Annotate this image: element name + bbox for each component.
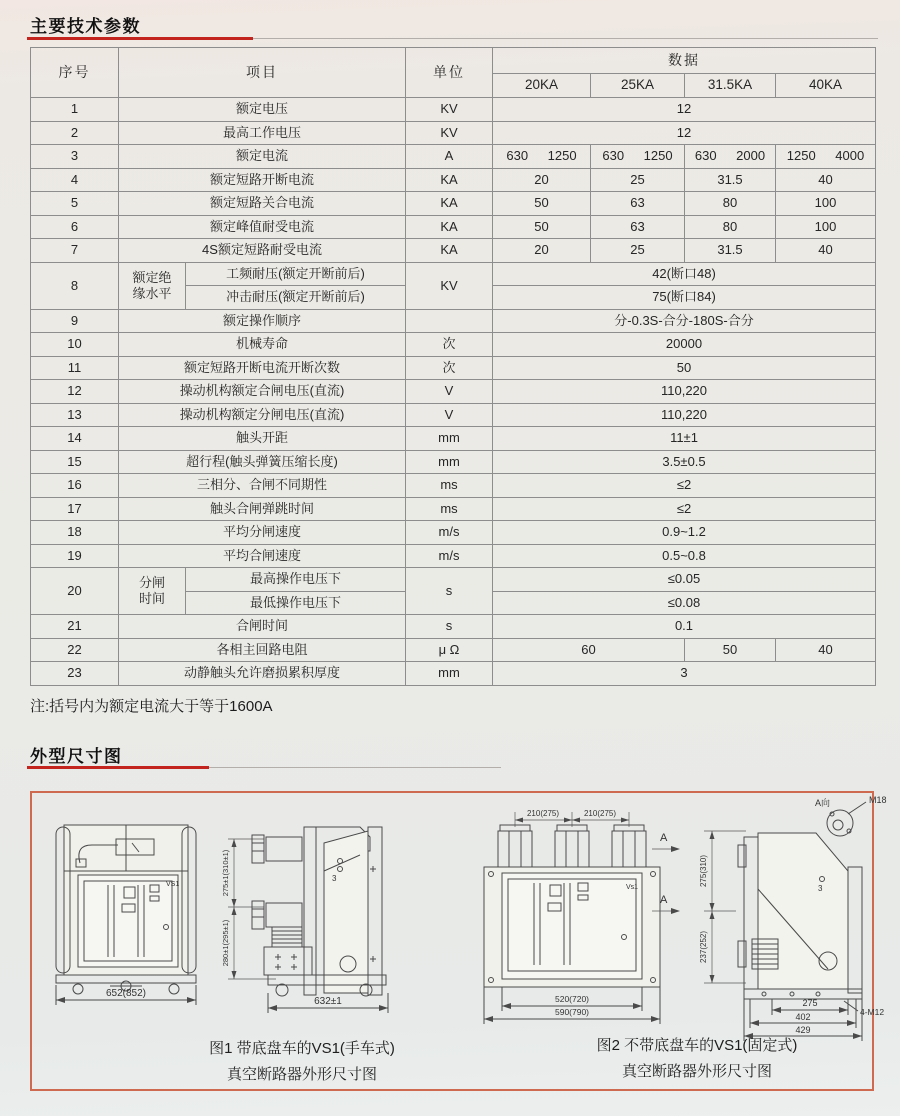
cell-serial: 3 <box>31 145 119 169</box>
cell-value: 20 <box>493 168 591 192</box>
table-row <box>31 544 876 568</box>
cell-serial: 2 <box>31 121 119 145</box>
cell-value: 50 <box>493 192 591 216</box>
cell-unit: μ Ω <box>406 638 493 662</box>
fig2-side-dim-402: 402 <box>795 1012 811 1022</box>
cell-unit: s <box>406 568 493 615</box>
cell-item: 冲击耐压(额定开断前后) <box>186 286 406 310</box>
detail-thread-label: M18 <box>869 795 887 805</box>
cell-item: 三相分、合闸不同期性 <box>119 474 406 498</box>
section-arrow-bottom <box>671 908 680 914</box>
cell-serial: 8 <box>31 262 119 309</box>
fig1-front-width-dim: 652(852) <box>105 988 147 999</box>
cell-serial: 9 <box>31 309 119 333</box>
cell-unit <box>406 309 493 333</box>
section2-gray-rule <box>209 767 501 768</box>
cell-item: 额定短路开断电流开断次数 <box>119 356 406 380</box>
table-row <box>31 145 876 169</box>
cell-value: ≤0.08 <box>493 591 876 615</box>
group-label-line1: 分闸 <box>138 575 165 591</box>
dimension-drawings-box <box>30 791 887 1091</box>
cell-unit: ms <box>406 474 493 498</box>
header-data: 数据 <box>493 48 876 74</box>
cell-serial: 21 <box>31 615 119 639</box>
table-header-row <box>31 48 876 74</box>
cell-item: 超行程(触头弹簧压缩长度) <box>119 450 406 474</box>
cell-value: 80 <box>685 192 776 216</box>
cell-serial: 4 <box>31 168 119 192</box>
fig2-caption <box>527 1033 867 1085</box>
cell-value: 0.5~0.8 <box>493 544 876 568</box>
cell-unit: A <box>406 145 493 169</box>
cell-value: 630 2000 <box>685 145 776 169</box>
cell-item: 平均合闸速度 <box>119 544 406 568</box>
group-label-line2: 缘水平 <box>132 285 172 301</box>
cell-unit: KA <box>406 239 493 263</box>
cell-item: 最高操作电压下 <box>186 568 406 592</box>
cell-serial: 23 <box>31 662 119 686</box>
fig1-panel-label: VS1 <box>166 881 180 888</box>
cell-value: 12 <box>493 121 876 145</box>
fig2-side-view-drawing <box>688 793 900 1043</box>
cell-group-label <box>119 568 186 615</box>
cell-serial: 7 <box>31 239 119 263</box>
cell-value: 110,220 <box>493 380 876 404</box>
table-row <box>31 615 876 639</box>
fig2-side-dim-lines <box>704 831 746 983</box>
cell-unit: KA <box>406 215 493 239</box>
section-marker-a-top: A <box>660 832 668 844</box>
cell-unit: mm <box>406 450 493 474</box>
fig1-side-view-drawing <box>220 809 415 1021</box>
cell-value: 42(断口48) <box>493 262 876 286</box>
cell-item: 额定峰值耐受电流 <box>119 215 406 239</box>
cell-unit: KA <box>406 192 493 216</box>
cell-value: 3 <box>493 662 876 686</box>
section2-red-underline <box>27 766 209 769</box>
cell-value: ≤2 <box>493 497 876 521</box>
cell-value: 12 <box>493 98 876 122</box>
cell-value: 50 <box>493 356 876 380</box>
fig2-caption-line2: 真空断路器外形尺寸图 <box>621 1063 772 1080</box>
fig2-top-right-dim: 210(275) <box>583 809 617 818</box>
cell-serial: 16 <box>31 474 119 498</box>
cell-serial: 20 <box>31 568 119 615</box>
cell-item: 额定操作顺序 <box>119 309 406 333</box>
technical-parameters-table <box>30 47 876 686</box>
table-row <box>31 215 876 239</box>
cell-value: 3.5±0.5 <box>493 450 876 474</box>
cell-value: 1250 4000 <box>776 145 876 169</box>
section-title-dimensions: 外型尺寸图 <box>30 747 123 766</box>
section-title-main-params: 主要技术参数 <box>30 17 141 36</box>
table-row <box>31 380 876 404</box>
cell-item: 额定电流 <box>119 145 406 169</box>
fig2-caption-line1: 图2 不带底盘车的VS1(固定式) <box>596 1037 798 1054</box>
cell-serial: 10 <box>31 333 119 357</box>
header-col-40ka: 40KA <box>776 74 876 98</box>
section-arrow-top <box>671 846 680 852</box>
table-row <box>31 427 876 451</box>
cell-value: 40 <box>776 239 876 263</box>
fig1-side-width-dim: 632±1 <box>314 996 342 1007</box>
cell-serial: 12 <box>31 380 119 404</box>
cell-unit: KV <box>406 98 493 122</box>
fig2-section-markers <box>650 829 690 929</box>
fig1-side-lower-height-dim: 280±1(295±1) <box>221 919 230 967</box>
cell-serial: 13 <box>31 403 119 427</box>
fig2-top-left-dim: 210(275) <box>526 809 560 818</box>
fig1-side-body <box>252 827 388 1013</box>
table-row <box>31 497 876 521</box>
section1-gray-rule <box>253 38 878 39</box>
header-col-31-5ka: 31.5KA <box>685 74 776 98</box>
table-row <box>31 121 876 145</box>
fig1-front-cabinet <box>56 825 196 1005</box>
table-row <box>31 356 876 380</box>
section1-red-underline <box>27 37 253 40</box>
cell-value: 630 1250 <box>493 145 591 169</box>
section-marker-a-bottom: A <box>660 894 668 906</box>
cell-serial: 5 <box>31 192 119 216</box>
cell-item: 各相主回路电阻 <box>119 638 406 662</box>
cell-item: 触头开距 <box>119 427 406 451</box>
fig2-bottom-inner-dim: 520(720) <box>554 994 590 1004</box>
cell-unit: KA <box>406 168 493 192</box>
cell-value: 100 <box>776 192 876 216</box>
table-row <box>31 568 876 592</box>
fig1-caption-line1: 图1 带底盘车的VS1(手车式) <box>209 1040 395 1057</box>
fig2-side-upper-height-dim: 275(310) <box>699 854 708 888</box>
cell-item: 机械寿命 <box>119 333 406 357</box>
cell-value: 20 <box>493 239 591 263</box>
cell-item: 额定短路关合电流 <box>119 192 406 216</box>
cell-value: 60 <box>493 638 685 662</box>
cell-serial: 18 <box>31 521 119 545</box>
cell-serial: 19 <box>31 544 119 568</box>
cell-item: 操动机构额定分闸电压(直流) <box>119 403 406 427</box>
cell-item: 触头合闸弹跳时间 <box>119 497 406 521</box>
table-row <box>31 98 876 122</box>
cell-value: 0.1 <box>493 615 876 639</box>
cell-item: 平均分闸速度 <box>119 521 406 545</box>
fig2-panel-label: Vs1 <box>626 884 639 891</box>
cell-serial: 11 <box>31 356 119 380</box>
cell-unit: m/s <box>406 544 493 568</box>
header-col-20ka: 20KA <box>493 74 591 98</box>
cell-value: 40 <box>776 168 876 192</box>
cell-value: 75(断口84) <box>493 286 876 310</box>
cell-unit: KV <box>406 262 493 309</box>
fig2-side-lower-height-dim: 237(252) <box>699 930 708 964</box>
cell-value: 25 <box>591 239 685 263</box>
group-label-line1: 额定绝 <box>132 269 172 285</box>
table-row <box>31 262 876 286</box>
fig2-bottom-outer-dim: 590(790) <box>554 1007 590 1017</box>
cell-value: 0.9~1.2 <box>493 521 876 545</box>
cell-unit: 次 <box>406 356 493 380</box>
cell-value: ≤2 <box>493 474 876 498</box>
fig1-side-upper-height-dim: 275±1(310±1) <box>221 849 230 897</box>
cell-item: 工频耐压(额定开断前后) <box>186 262 406 286</box>
cell-unit: mm <box>406 662 493 686</box>
cell-unit: 次 <box>406 333 493 357</box>
table-row <box>31 638 876 662</box>
table-row <box>31 521 876 545</box>
table-row <box>31 474 876 498</box>
fig1-pole-count-label: 3 <box>332 874 337 883</box>
cell-item: 最低操作电压下 <box>186 591 406 615</box>
fig2-side-dim-275: 275 <box>802 998 818 1008</box>
cell-item: 合闸时间 <box>119 615 406 639</box>
table-row <box>31 309 876 333</box>
cell-unit: KV <box>406 121 493 145</box>
fig1-front-view-drawing <box>52 819 202 1011</box>
cell-serial: 17 <box>31 497 119 521</box>
cell-value: ≤0.05 <box>493 568 876 592</box>
fig2-side-dim-429: 429 <box>795 1025 811 1035</box>
cell-item: 4S额定短路耐受电流 <box>119 239 406 263</box>
table-row <box>31 662 876 686</box>
header-unit: 单位 <box>406 48 493 98</box>
cell-unit: mm <box>406 427 493 451</box>
cell-value: 63 <box>591 215 685 239</box>
table-row <box>31 239 876 263</box>
cell-value: 11±1 <box>493 427 876 451</box>
table-row <box>31 450 876 474</box>
fig2-pole-count-label: 3 <box>818 884 823 893</box>
cell-unit: s <box>406 615 493 639</box>
cell-value: 分-0.3S-合分-180S-合分 <box>493 309 876 333</box>
fig2-bolt-label: 4-M12 <box>860 1007 885 1017</box>
cell-value: 63 <box>591 192 685 216</box>
cell-unit: V <box>406 403 493 427</box>
cell-item: 动静触头允许磨损累积厚度 <box>119 662 406 686</box>
cell-group-label <box>119 262 186 309</box>
cell-value: 31.5 <box>685 168 776 192</box>
cell-value: 50 <box>685 638 776 662</box>
cell-value: 50 <box>493 215 591 239</box>
header-col-25ka: 25KA <box>591 74 685 98</box>
cell-serial: 1 <box>31 98 119 122</box>
cell-value: 20000 <box>493 333 876 357</box>
table-footnote: 注:括号内为额定电流大于等于1600A <box>30 698 273 715</box>
cell-item: 额定短路开断电流 <box>119 168 406 192</box>
cell-unit: V <box>406 380 493 404</box>
fig2-front-view-drawing <box>482 807 664 1025</box>
cell-value: 40 <box>776 638 876 662</box>
cell-serial: 22 <box>31 638 119 662</box>
cell-unit: ms <box>406 497 493 521</box>
cell-item: 操动机构额定合闸电压(直流) <box>119 380 406 404</box>
table-row <box>31 192 876 216</box>
cell-serial: 15 <box>31 450 119 474</box>
group-label-line2: 时间 <box>138 591 165 606</box>
cell-value: 31.5 <box>685 239 776 263</box>
table-row <box>31 403 876 427</box>
header-serial: 序号 <box>31 48 119 98</box>
table-row <box>31 333 876 357</box>
cell-item: 最高工作电压 <box>119 121 406 145</box>
detail-view-label: A向 <box>815 798 831 808</box>
cell-serial: 14 <box>31 427 119 451</box>
fig1-caption <box>112 1036 492 1088</box>
table-row <box>31 168 876 192</box>
cell-serial: 6 <box>31 215 119 239</box>
fig2-detail-a-view <box>827 802 866 836</box>
cell-value: 80 <box>685 215 776 239</box>
cell-value: 25 <box>591 168 685 192</box>
cell-unit: m/s <box>406 521 493 545</box>
fig1-caption-line2: 真空断路器外形尺寸图 <box>226 1066 377 1083</box>
header-item: 项目 <box>119 48 406 98</box>
cell-value: 630 1250 <box>591 145 685 169</box>
cell-item: 额定电压 <box>119 98 406 122</box>
cell-value: 110,220 <box>493 403 876 427</box>
cell-value: 100 <box>776 215 876 239</box>
